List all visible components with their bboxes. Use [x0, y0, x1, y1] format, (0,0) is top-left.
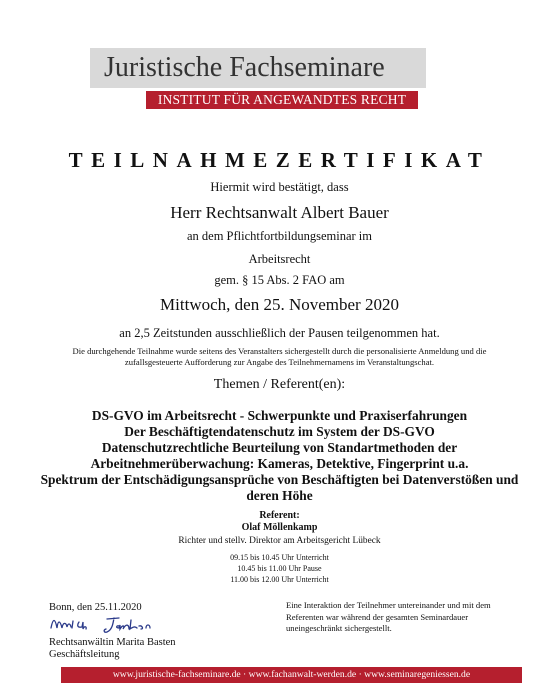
interaction-note	[286, 600, 526, 635]
participant-name: Herr Rechtsanwalt Albert Bauer	[170, 203, 389, 222]
field-name: Arbeitsrecht	[248, 252, 311, 266]
topics-heading: Themen / Referent(en):	[213, 377, 346, 392]
legal-basis: gem. § 15 Abs. 2 FAO am	[214, 273, 345, 287]
speaker-label: Referent:	[259, 510, 300, 521]
topic-line: Spektrum der Entschädigungsansprüche von Beschäftigten bei Datenverstößen und	[40, 472, 519, 487]
schedule-item: 11.00 bis 12.00 Uhr Unterricht	[230, 575, 329, 584]
logo-subtitle: INSTITUT FÜR ANGEWANDTES RECHT	[146, 91, 418, 109]
schedule-item: 10.45 bis 11.00 Uhr Pause	[237, 564, 322, 573]
certificate-title: TEILNAHMEZERTIFIKAT	[68, 148, 491, 172]
attendance-note-line1: Die durchgehende Teilnahme wurde seitens des Veranstalters sichergestellt durch die personalisierte Anmeldung und die	[72, 346, 487, 356]
topic-line: Datenschutzrechtliche Beurteilung von Standartmethoden der	[101, 440, 458, 455]
attendance-note-line2: zufallsgesteuerte Aufforderung zur Angabe des Teilnehmernamens im Veranstaltungschat.	[124, 357, 435, 367]
topic-line: deren Höhe	[246, 488, 313, 503]
seminar-date: Mittwoch, den 25. November 2020	[160, 295, 399, 314]
signer-name: Rechtsanwältin Marita Basten	[49, 637, 176, 648]
schedule-item: 09.15 bis 10.45 Uhr Unterricht	[230, 553, 329, 562]
topic-line: Arbeitnehmerüberwachung: Kameras, Detektive, Fingerprint u.a.	[90, 456, 469, 471]
logo-title: Juristische Fachseminare	[104, 52, 385, 83]
speaker-role: Richter und stellv. Direktor am Arbeitsgericht Lübeck	[178, 536, 381, 546]
intro-text: Hiermit wird bestätigt, dass	[210, 180, 349, 194]
interaction-note-line2: Referenten war während der gesamten Seminardauer	[286, 611, 469, 622]
signer-position: Geschäftsleitung	[49, 649, 120, 660]
interaction-note-line3: uneingeschränkt sichergestellt.	[286, 623, 392, 633]
interaction-note-line1: Eine Interaktion der Teilnehmer untereinander und mit dem	[286, 600, 491, 610]
topic-line: Der Beschäftigtendatenschutz im System der DS-GVO	[124, 424, 435, 439]
hours-text: an 2,5 Zeitstunden ausschließlich der Pausen teilgenommen hat.	[119, 326, 440, 340]
seminar-line: an dem Pflichtfortbildungseminar im	[186, 229, 373, 243]
footer-links-bar: www.juristische-fachseminare.de · www.fachanwalt-werden.de · www.seminaregeniessen.de	[61, 667, 522, 683]
speaker-name: Olaf Möllenkamp	[241, 522, 318, 533]
topic-line: DS-GVO im Arbeitsrecht - Schwerpunkte und Praxiserfahrungen	[91, 408, 468, 423]
place-date: Bonn, den 25.11.2020	[49, 602, 142, 613]
